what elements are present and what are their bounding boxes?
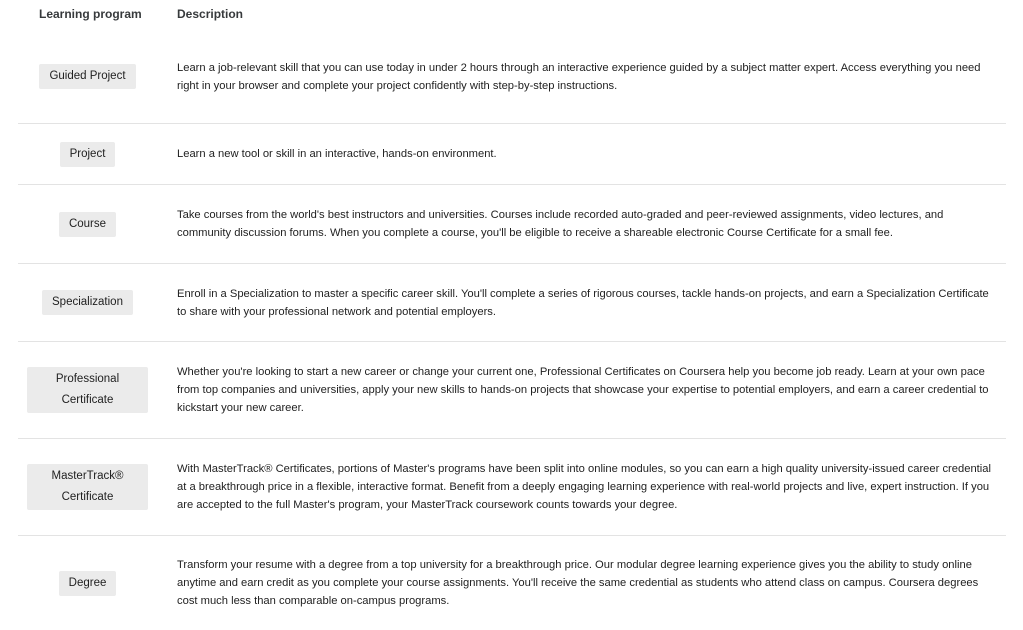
program-cell xyxy=(18,342,157,438)
program-description: Enroll in a Specialization to master a specific career skill. You'll complete a series of rigorous courses, tackle hands-on projects, and earn a Specialization Certificate to share with your professional network and potential employers. xyxy=(177,287,989,318)
table-row xyxy=(18,342,1006,439)
header-description: Description xyxy=(177,7,244,21)
program-cell xyxy=(18,30,157,123)
program-badge-course: Course xyxy=(59,212,116,237)
program-badge-specialization: Specialization xyxy=(42,290,133,315)
program-badge-project: Project xyxy=(60,142,116,167)
program-description: Whether you're looking to start a new career or change your current one, Professional Certificates on Coursera help you become job ready. Learn at your own pace from top companies and universities, apply your new skills to hands-on projects that showcase your expertise to potential employers, and earn a career credential to kickstart your new career. xyxy=(177,366,989,414)
program-description: With MasterTrack® Certificates, portions of Master's programs have been split into online modules, so you can earn a high quality university-issued career credential at a breakthrough price in a flexible, interactive format. Benefit from a deeply engaging learning experience with real-world projects and live, expert instruction. If you are accepted to the full Master's program, your MasterTrack coursework counts towards your degree. xyxy=(177,463,991,511)
program-cell xyxy=(18,185,157,263)
program-badge-degree: Degree xyxy=(59,571,117,596)
description-cell xyxy=(177,439,992,535)
table-row xyxy=(18,124,1006,185)
program-cell xyxy=(18,124,157,184)
program-description: Take courses from the world's best instructors and universities. Courses include recorded auto-graded and peer-reviewed assignments, video lectures, and community discussion forums. When you complete a course, you'll be eligible to receive a shareable electronic Course Certificate for a small fee. xyxy=(177,209,944,239)
program-cell xyxy=(18,439,157,535)
program-cell xyxy=(18,264,157,341)
description-cell xyxy=(177,185,992,263)
description-cell xyxy=(177,124,992,184)
table-row xyxy=(18,439,1006,536)
table-row xyxy=(18,185,1006,264)
program-description: Learn a job-relevant skill that you can use today in under 2 hours through an interactive experience guided by a subject matter expert. Access everything you need right in your browser and complete your project confidently with step-by-step instructions. xyxy=(177,61,981,92)
description-cell xyxy=(177,536,992,630)
description-cell xyxy=(177,342,992,438)
program-description: Transform your resume with a degree from a top university for a breakthrough price. Our modular degree learning experience gives you the ability to study online anytime and earn credit as you complete your course assignments. You'll receive the same credential as students who attend class on campus. Coursera degrees cost much less than comparable on-campus programs. xyxy=(177,559,979,607)
description-cell xyxy=(177,30,992,123)
program-badge-professional-certificate: Professional Certificate xyxy=(27,367,148,413)
header-learning-program: Learning program xyxy=(39,7,142,21)
program-cell xyxy=(18,536,157,630)
table-row xyxy=(18,30,1006,124)
table-row xyxy=(18,536,1006,630)
program-description: Learn a new tool or skill in an interactive, hands-on environment. xyxy=(177,148,497,160)
program-badge-mastertrack-certificate: MasterTrack® Certificate xyxy=(27,464,148,510)
table-row xyxy=(18,264,1006,342)
description-cell xyxy=(177,264,992,341)
program-badge-guided-project: Guided Project xyxy=(39,64,135,89)
table-header xyxy=(0,0,1023,30)
